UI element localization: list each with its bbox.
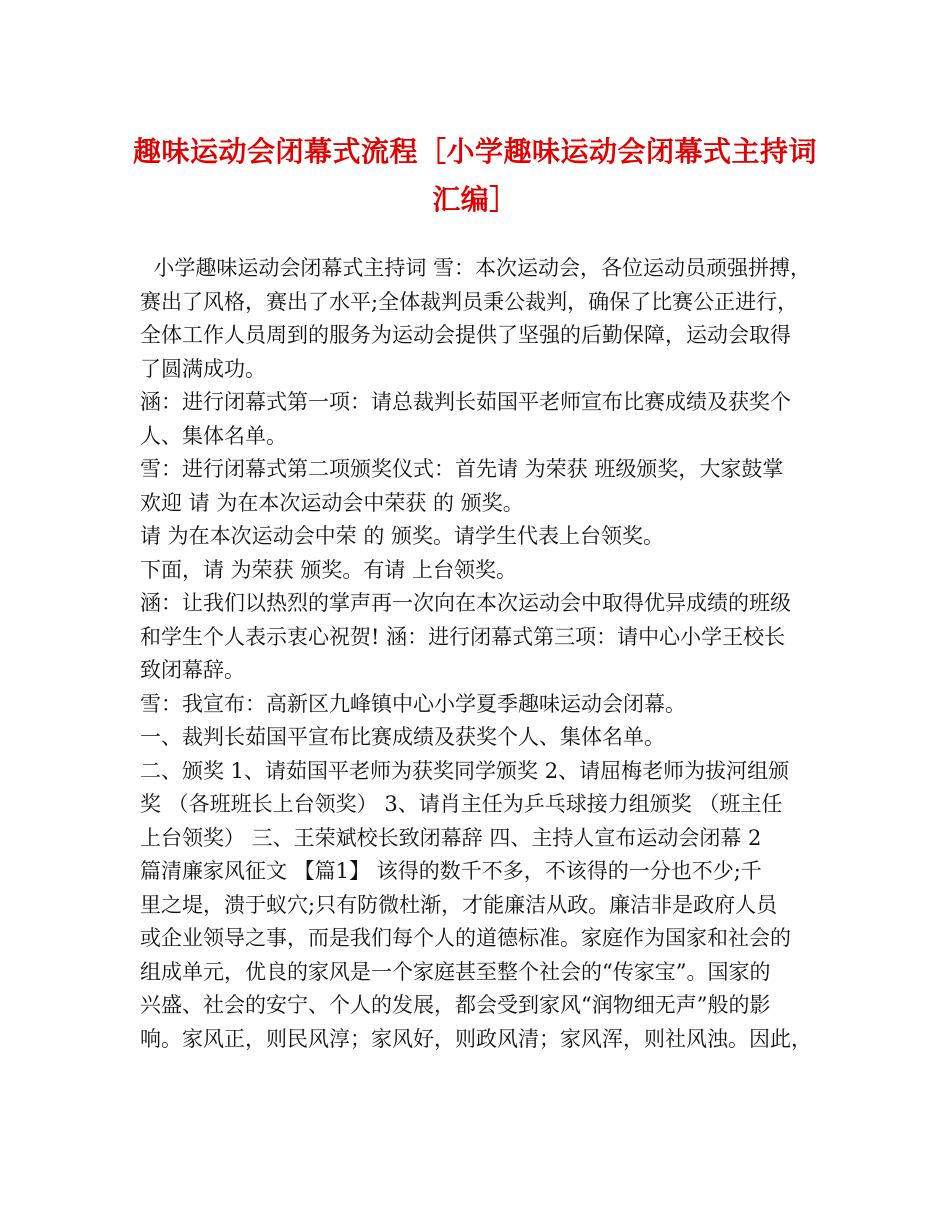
body-line: 兴盛、社会的安宁、个人的发展，都会受到家风“润物细无声”般的影 bbox=[140, 993, 771, 1017]
body-line: 人、集体名单。 bbox=[140, 423, 287, 448]
body-line: 或企业领导之事，而是我们每个人的道德标准。家庭作为国家和社会的 bbox=[140, 926, 791, 950]
document-title bbox=[125, 128, 825, 224]
body-line: 全体工作人员周到的服务为运动会提供了坚强的后勤保障，运动会取得 bbox=[140, 323, 791, 347]
body-line: 小学趣味运动会闭幕式主持词 雪：本次运动会，各位运动员顽强拼搏， bbox=[140, 256, 812, 280]
body-line: 了圆满成功。 bbox=[140, 356, 266, 381]
body-line: 响。家风正，则民风淳；家风好，则政风清；家风浑，则社风浊。因此， bbox=[140, 1026, 812, 1051]
body-line: 二、颁奖 1、请茹国平老师为获奖同学颁奖 2、请屈梅老师为拔河组颁 bbox=[140, 758, 790, 783]
body-line: 赛出了风格，赛出了水平;全体裁判员秉公裁判，确保了比赛公正进行， bbox=[140, 289, 799, 314]
body-line: 篇清廉家风征文 【篇1】 该得的数千不多，不该得的一分也不少;千 bbox=[140, 859, 762, 883]
body-line: 奖 （各班班长上台领奖） 3、请肖主任为乒乓球接力组颁奖 （班主任 bbox=[140, 792, 783, 816]
body-line: 上台领奖） 三、王荣斌校长致闭幕辞 四、主持人宣布运动会闭幕 2 bbox=[140, 825, 762, 850]
body-line: 请 为在本次运动会中荣 的 颁奖。请学生代表上台领奖。 bbox=[140, 524, 665, 548]
body-line: 和学生个人表示衷心祝贺! 涵：进行闭幕式第三项：请中心小学王校长 bbox=[140, 624, 786, 649]
body-line: 雪：进行闭幕式第二项颁奖仪式：首先请 为荣获 班级颁奖，大家鼓掌 bbox=[140, 457, 784, 481]
body-line: 涵：让我们以热烈的掌声再一次向在本次运动会中取得优异成绩的班级 bbox=[140, 591, 791, 615]
body-line: 下面，请 为荣获 颁奖。有请 上台领奖。 bbox=[140, 557, 518, 582]
title-line-1: 趣味运动会闭幕式流程［小学趣味运动会闭幕式主持词 bbox=[132, 135, 817, 168]
title-line-2: 汇编］ bbox=[432, 183, 518, 216]
body-line: 组成单元，优良的家风是一个家庭甚至整个社会的“传家宝”。国家的 bbox=[140, 959, 771, 984]
body-line: 致闭幕辞。 bbox=[140, 658, 245, 682]
body-line: 涵：进行闭幕式第一项：请总裁判长茹国平老师宣布比赛成绩及获奖个 bbox=[140, 390, 791, 414]
body-line: 一、裁判长茹国平宣布比赛成绩及获奖个人、集体名单。 bbox=[140, 725, 665, 749]
body-line: 里之堤，溃于蚁穴;只有防微杜渐，才能廉洁从政。廉洁非是政府人员 bbox=[140, 892, 778, 917]
document-body bbox=[140, 252, 830, 1056]
body-line: 欢迎 请 为在本次运动会中荣获 的 颁奖。 bbox=[140, 490, 524, 515]
body-line: 雪：我宣布：高新区九峰镇中心小学夏季趣味运动会闭幕。 bbox=[140, 691, 686, 716]
